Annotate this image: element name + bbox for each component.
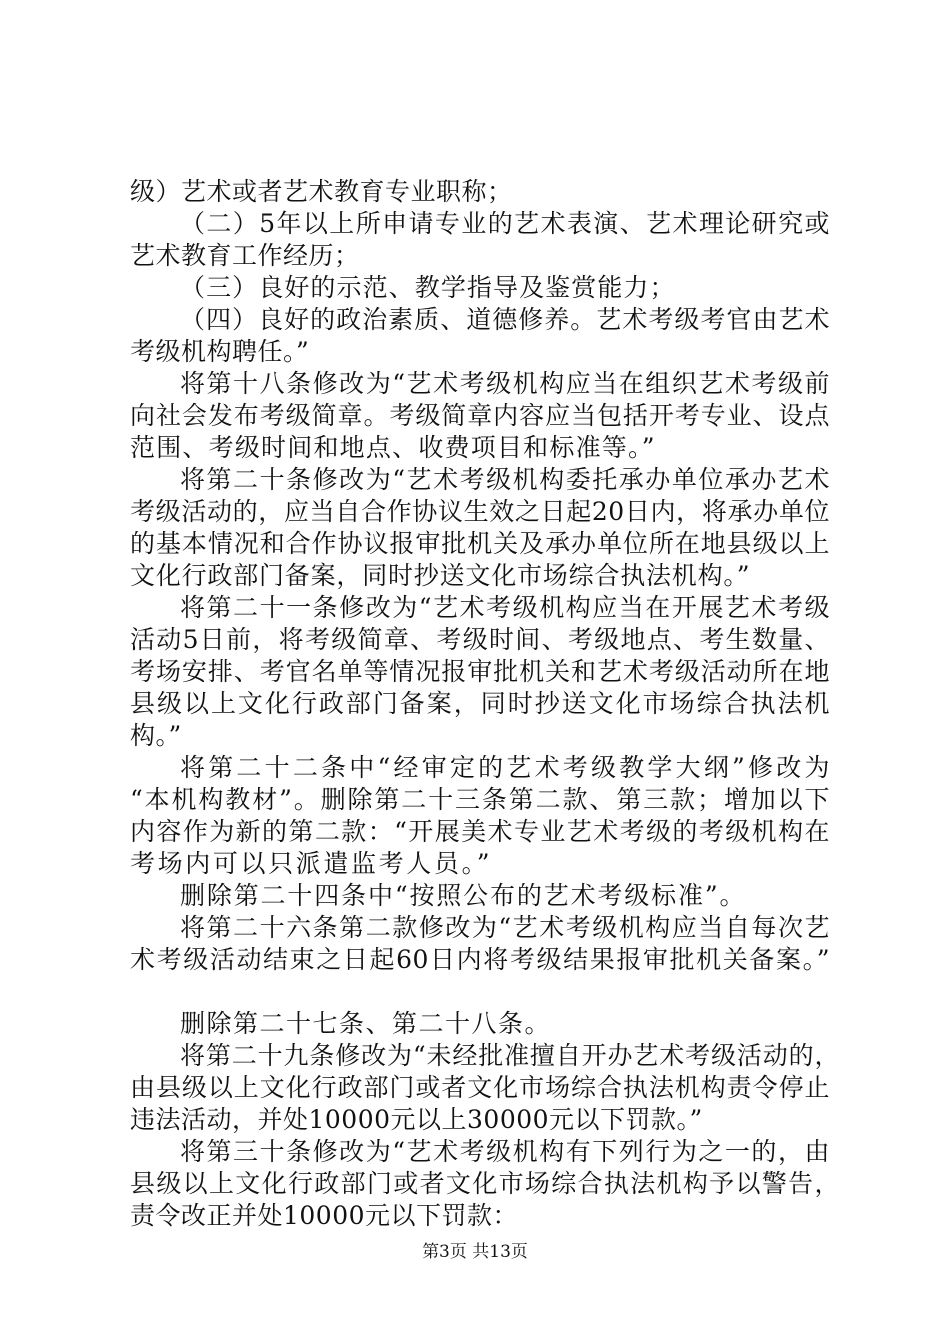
text-line: （四）良好的政治素质、道德修养。艺术考级考官由艺术 bbox=[180, 305, 830, 334]
text-line: 艺术教育工作经历； bbox=[130, 241, 360, 270]
text-line: 级）艺术或者艺术教育专业职称； bbox=[130, 177, 513, 206]
text-line: 将第十八条修改为“艺术考级机构应当在组织艺术考级前 bbox=[180, 369, 830, 398]
text-line: 由县级以上文化行政部门或者文化市场综合执法机构责令停止 bbox=[130, 1073, 830, 1102]
page-number-footer: 第3页 共13页 bbox=[422, 1242, 528, 1262]
text-line: “本机构教材”。删除第二十三条第二款、第三款；增加以下 bbox=[130, 785, 830, 814]
text-line: 将第二十六条第二款修改为“艺术考级机构应当自每次艺 bbox=[180, 913, 830, 942]
text-line: 删除第二十七条、第二十八条。 bbox=[180, 1009, 550, 1038]
text-line: 县级以上文化行政部门备案，同时抄送文化市场综合执法机 bbox=[130, 689, 830, 718]
text-line: 将第三十条修改为“艺术考级机构有下列行为之一的，由 bbox=[180, 1137, 830, 1166]
text-line: 违法活动，并处10000元以上30000元以下罚款。” bbox=[130, 1105, 703, 1134]
text-line: （二）5年以上所申请专业的艺术表演、艺术理论研究或 bbox=[180, 209, 830, 238]
text-line: 文化行政部门备案，同时抄送文化市场综合执法机构。” bbox=[130, 561, 750, 590]
text-line: 考级机构聘任。” bbox=[130, 337, 310, 366]
text-line: 向社会发布考级简章。考级简章内容应当包括开考专业、设点 bbox=[130, 401, 830, 430]
text-line: 考级活动的，应当自合作协议生效之日起20日内，将承办单位 bbox=[130, 497, 830, 526]
text-line: 范围、考级时间和地点、收费项目和标准等。” bbox=[130, 433, 655, 462]
text-line: 活动5日前，将考级简章、考级时间、考级地点、考生数量、 bbox=[130, 625, 830, 654]
text-line: 考场安排、考官名单等情况报审批机关和艺术考级活动所在地 bbox=[130, 657, 830, 686]
text-line: 内容作为新的第二款：“开展美术专业艺术考级的考级机构在 bbox=[130, 817, 830, 846]
text-line: 的基本情况和合作协议报审批机关及承办单位所在地县级以上 bbox=[130, 529, 830, 558]
text-line: 责令改正并处10000元以下罚款： bbox=[130, 1201, 519, 1230]
text-line: 将第二十一条修改为“艺术考级机构应当在开展艺术考级 bbox=[180, 593, 830, 622]
text-line: 构。” bbox=[130, 721, 182, 750]
text-line: （三）良好的示范、教学指导及鉴赏能力； bbox=[180, 273, 675, 302]
text-line: 将第二十九条修改为“未经批准擅自开办艺术考级活动的， bbox=[180, 1041, 840, 1070]
text-line: 删除第二十四条中“按照公布的艺术考级标准”。 bbox=[180, 881, 745, 910]
text-line: 术考级活动结束之日起60日内将考级结果报审批机关备案。” bbox=[130, 945, 830, 974]
text-line: 县级以上文化行政部门或者文化市场综合执法机构予以警告， bbox=[130, 1169, 840, 1198]
text-line: 将第二十二条中“经审定的艺术考级教学大纲”修改为 bbox=[180, 753, 830, 782]
text-line: 考场内可以只派遣监考人员。” bbox=[130, 849, 490, 878]
text-line: 将第二十条修改为“艺术考级机构委托承办单位承办艺术 bbox=[180, 465, 830, 494]
